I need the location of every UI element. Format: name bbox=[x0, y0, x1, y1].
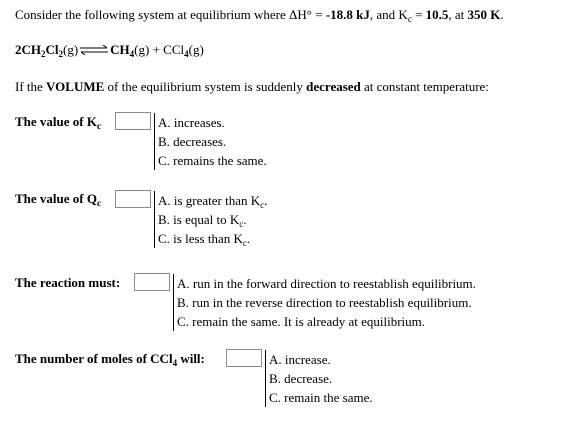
q2-option-b: B. is equal to $K_c$. bbox=[158, 212, 247, 229]
intro-text: Consider the following system at equilibrium where ΔH° = -18.8 kJ, and $K_c = 10.5$, at 350 K. bbox=[15, 7, 504, 24]
q2-option-c: C. is less than $K_c$. bbox=[158, 231, 251, 248]
q1-options bbox=[154, 113, 267, 170]
q2-label: The value of $Q_c$ bbox=[15, 191, 101, 208]
q1-answer-input[interactable] bbox=[115, 112, 151, 130]
question-text: If the VOLUME of the equilibrium system is suddenly decreased at constant temperature: bbox=[15, 79, 489, 94]
q2-answer-input[interactable] bbox=[115, 190, 151, 208]
q1-option-b: B. decreases. bbox=[158, 134, 227, 149]
q2-options bbox=[154, 191, 267, 248]
q3-option-b: B. run in the reverse direction to reestablish equilibrium. bbox=[177, 295, 472, 310]
q3-options bbox=[173, 274, 476, 331]
q1-option-a: A. increases. bbox=[158, 115, 225, 130]
q3-label: The reaction must: bbox=[15, 275, 121, 290]
q4-options bbox=[265, 350, 373, 407]
reaction-equation: $2CH_2Cl_2(g) CH_4(g) + CCl_4(g)$ bbox=[15, 42, 204, 59]
q4-option-c: C. remain the same. bbox=[269, 390, 373, 405]
equilibrium-arrow-icon bbox=[79, 43, 109, 59]
q3-option-a: A. run in the forward direction to reestablish equilibrium. bbox=[177, 276, 476, 291]
q3-answer-input[interactable] bbox=[134, 273, 170, 291]
q4-answer-input[interactable] bbox=[226, 349, 262, 367]
q4-option-a: A. increase. bbox=[269, 352, 331, 367]
q3-option-c: C. remain the same. It is already at equilibrium. bbox=[177, 314, 426, 329]
q4-label: The number of moles of CCl$_4$ will: bbox=[15, 351, 205, 368]
q4-option-b: B. decrease. bbox=[269, 371, 333, 386]
q1-label: The value of $K_c$ bbox=[15, 114, 101, 131]
q2-option-a: A. is greater than $K_c$. bbox=[158, 193, 268, 210]
q1-option-c: C. remains the same. bbox=[158, 153, 267, 168]
